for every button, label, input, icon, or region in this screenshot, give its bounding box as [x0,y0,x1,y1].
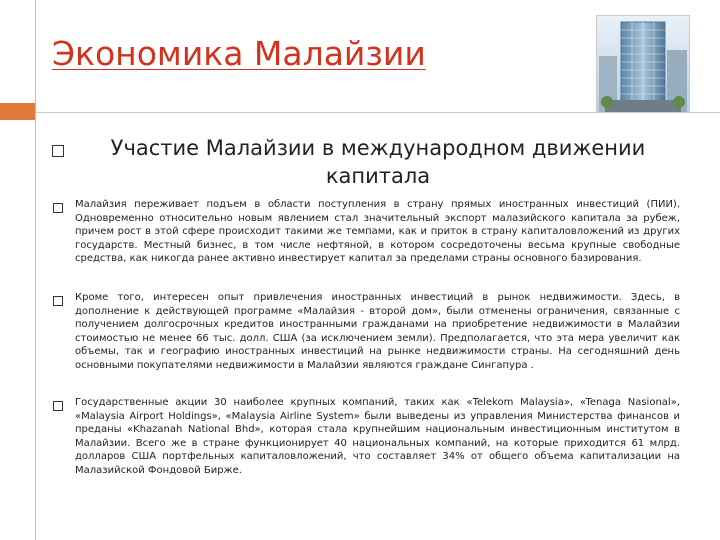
left-vertical-rule [35,0,36,540]
slide-title: Экономика Малайзии [52,34,426,73]
paragraph-3: Государственные акции 30 наиболее крупных компаний, таких как «Telekom Malaysia», «Tenaga Nasional», «Malaysia Airport Holdings», «Malaysia Airline System» были выведены из управления Министерства финансов и преданы «Khazanah National Bhd», которая стала крупнейшим национальным инвестиционным институтом в Малайзии. Всего же в стране функционирует 40 национальных компаний, на которые приходится 61 млрд. долларов США портфельных капиталовложений, что составляет 34% от общего объема капитализации на Малазийской Фондовой Бирже. [75,397,680,476]
skyscraper-illustration [597,16,689,112]
square-bullet-icon [53,296,63,306]
slide-subtitle: Участие Малайзии в международном движении капитала [110,136,646,188]
square-bullet-icon [53,203,63,213]
square-bullet-icon [53,401,63,411]
square-bullet-icon [52,145,64,157]
accent-bar [0,103,35,120]
paragraph-2: Кроме того, интересен опыт привлечения иностранных инвестиций в рынок недвижимости. Здесь, в дополнение к действующей программе «Малайзия - второй дом», были отменены ограничения, связанные с получением долгосрочных кредитов иностранными гражданами на приобретение недвижимости в Малайзии стоимостью не менее 66 тыс. долл. США (за исключением земли). Предполагается, что эта мера увеличит как объемы, так и географию иностранных инвестиций на рынке недвижимости страны. На сегодняшний день основными покупателями недвижимости в Малайзии являются граждане Сингапура . [75,292,680,371]
building-photo [596,15,690,113]
paragraph-1: Малайзия переживает подъем в области поступления в страну прямых иностранных инвестиций (ПИИ). Одновременно относительно новым явлением стал значительный экспорт малазийского капитала за рубеж, причем рост в этой сфере происходит такими же темпами, как и приток в страну капиталовложений из других государств. Местный бизнес, в том числе нефтяной, в котором сосредоточены весьма крупные свободные средства, как никогда ранее активно инвестирует капитал за пределами страны основного базирования. [75,199,680,265]
